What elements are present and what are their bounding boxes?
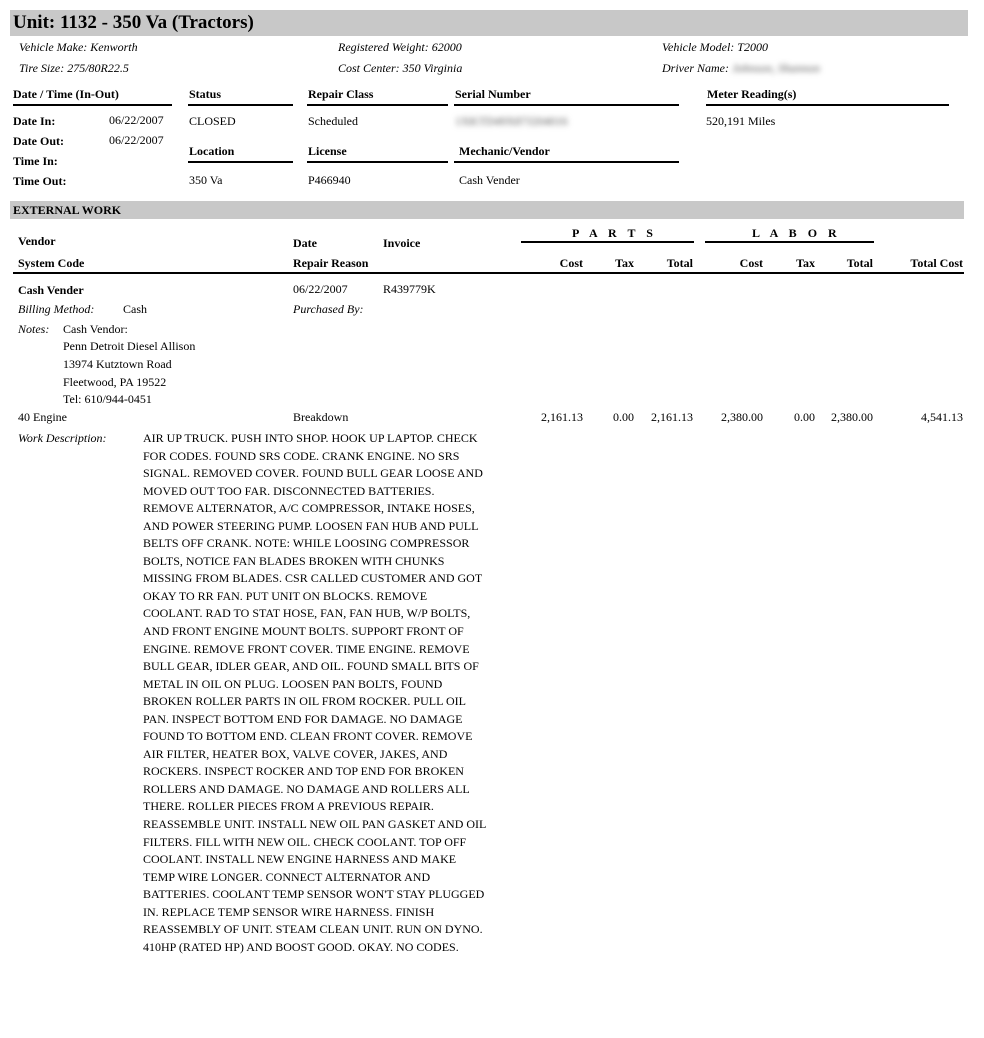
labor-total-col-header: Total bbox=[846, 256, 873, 270]
labor-cost-value: 2,380.00 bbox=[721, 410, 763, 424]
driver-name-label: Driver Name: bbox=[662, 61, 729, 75]
labor-tax-value: 0.00 bbox=[794, 410, 815, 424]
divider bbox=[188, 161, 293, 163]
notes-line: Cash Vendor: bbox=[63, 322, 128, 336]
work-date: 06/22/2007 bbox=[293, 282, 348, 296]
status-value: CLOSED bbox=[189, 114, 236, 128]
page-title: Unit: 1132 - 350 Va (Tractors) bbox=[13, 12, 254, 33]
parts-group-divider bbox=[521, 241, 694, 243]
system-code-col-header: System Code bbox=[18, 256, 85, 270]
parts-total-value: 2,161.13 bbox=[651, 410, 693, 424]
repair-class-value: Scheduled bbox=[308, 114, 358, 128]
date-time-header: Date / Time (In-Out) bbox=[13, 87, 119, 101]
date-out-value: 06/22/2007 bbox=[109, 133, 164, 147]
parts-cost-col-header: Cost bbox=[559, 256, 583, 270]
total-cost-col-header: Total Cost bbox=[910, 256, 963, 270]
time-in-label: Time In: bbox=[13, 154, 58, 168]
notes-line: 13974 Kutztown Road bbox=[63, 357, 172, 371]
mechanic-vendor-header: Mechanic/Vendor bbox=[459, 144, 550, 158]
date-out-label: Date Out: bbox=[13, 134, 64, 148]
total-cost-value: 4,541.13 bbox=[921, 410, 963, 424]
serial-number-value bbox=[455, 114, 568, 129]
divider bbox=[188, 104, 293, 106]
parts-tax-col-header: Tax bbox=[615, 256, 634, 270]
divider bbox=[307, 104, 448, 106]
vehicle-model: Vehicle Model: T2000 bbox=[662, 40, 768, 54]
work-description-label: Work Description: bbox=[18, 431, 107, 445]
invoice-number: R439779K bbox=[383, 282, 436, 296]
notes-label: Notes: bbox=[18, 322, 50, 336]
divider bbox=[454, 104, 679, 106]
labor-group-divider bbox=[705, 241, 874, 243]
system-code-value: 40 Engine bbox=[18, 410, 67, 424]
billing-method-value: Cash bbox=[123, 302, 147, 316]
notes-line: Tel: 610/944-0451 bbox=[63, 392, 152, 406]
parts-cost-value: 2,161.13 bbox=[541, 410, 583, 424]
parts-tax-value: 0.00 bbox=[613, 410, 634, 424]
tire-size: Tire Size: 275/80R22.5 bbox=[19, 61, 129, 75]
date-in-label: Date In: bbox=[13, 114, 56, 128]
repair-class-header: Repair Class bbox=[308, 87, 374, 101]
serial-number-redacted: 1XKTD49X87J204016 bbox=[455, 114, 568, 128]
driver-name-redacted: Johnson, Shannon bbox=[731, 61, 820, 75]
location-value: 350 Va bbox=[189, 173, 223, 187]
driver-name-row bbox=[662, 61, 820, 76]
repair-reason-col-header: Repair Reason bbox=[293, 256, 369, 270]
external-work-bar bbox=[10, 201, 964, 219]
work-description-text: AIR UP TRUCK. PUSH INTO SHOP. HOOK UP LAPTOP. CHECK FOR CODES. FOUND SRS CODE. CRANK ENGINE. NO SRS SIGNAL. REMOVED COVER. FOUND BULL GEAR LOOSE AND MOVED OUT TOO FAR. DISCONNECTED BATTERIES. REMOVE ALTERNATOR, A/C COMPRESSOR, INTAKE HOSES, AND POWER STEERING PUMP. LOOSEN FAN HUB AND PULL BELTS OFF CRANK. NOTE: WHILE LOOSING COMPRESSOR BOLTS, NOTICE FAN BLADES BROKEN WITH CHUNKS MISSING FROM BLADES. CSR CALLED CUSTOMER AND GOT OKAY TO RR FAN. PUT UNIT ON BLOCKS. REMOVE COOLANT. RAD TO STAT HOSE, FAN, FAN HUB, W/P BOLTS, AND FRONT ENGINE MOUNT BOLTS. SUPPORT FRONT OF ENGINE. REMOVE FRONT COVER. TIME ENGINE. REMOVE BULL GEAR, IDLER GEAR, AND OIL. FOUND SMALL BITS OF METAL IN OIL ON PLUG. LOOSEN PAN BOLTS, FOUND BROKEN ROLLER PARTS IN OIL FROM ROCKER. PULL OIL PAN. INSPECT BOTTOM END FOR DAMAGE. NO DAMAGE FOUND TO BOTTOM END. CLEAN FRONT COVER. REMOVE AIR FILTER, HEATER BOX, VALVE COVER, JAKES, AND ROCKERS. INSPECT ROCKER AND TOP END FOR BROKEN ROLLERS AND DAMAGE. NO DAMAGE AND ROLLERS ALL THERE. ROLLER PIECES FROM A PREVIOUS REPAIR. REASSEMBLE UNIT. INSTALL NEW OIL PAN GASKET AND OIL FILTERS. FILL WITH NEW OIL. CHECK COOLANT. TOP OFF COOLANT. INSTALL NEW ENGINE HARNESS AND MAKE TEMP WIRE LONGER. CONNECT ALTERNATOR AND BATTERIES. COOLANT TEMP SENSOR WON'T STAY PLUGGED IN. REPLACE TEMP SENSOR WIRE HARNESS. FINISH REASSEMBLY OF UNIT. STEAM CLEAN UNIT. RUN ON DYNO. 410HP (RATED HP) AND BOOST GOOD. OKAY. NO CODES. bbox=[143, 431, 486, 954]
mechanic-vendor-value: Cash Vender bbox=[459, 173, 520, 187]
vendor-col-header: Vendor bbox=[18, 234, 56, 248]
labor-cost-col-header: Cost bbox=[739, 256, 763, 270]
billing-method-label: Billing Method: bbox=[18, 302, 95, 316]
invoice-col-header: Invoice bbox=[383, 236, 421, 250]
labor-total-value: 2,380.00 bbox=[831, 410, 873, 424]
notes-line: Fleetwood, PA 19522 bbox=[63, 375, 167, 389]
location-header: Location bbox=[189, 144, 235, 158]
serial-number-header: Serial Number bbox=[455, 87, 531, 101]
divider bbox=[706, 104, 949, 106]
time-out-label: Time Out: bbox=[13, 174, 67, 188]
divider bbox=[13, 104, 172, 106]
external-work-title: EXTERNAL WORK bbox=[13, 203, 122, 217]
labor-group-header: L A B O R bbox=[752, 226, 841, 240]
columns-divider bbox=[13, 272, 964, 274]
registered-weight: Registered Weight: 62000 bbox=[338, 40, 462, 54]
meter-reading-value: 520,191 Miles bbox=[706, 114, 776, 128]
vendor-name: Cash Vender bbox=[18, 283, 84, 297]
purchased-by-label: Purchased By: bbox=[293, 302, 364, 316]
parts-total-col-header: Total bbox=[666, 256, 693, 270]
meter-reading-header: Meter Reading(s) bbox=[707, 87, 797, 101]
cost-center: Cost Center: 350 Virginia bbox=[338, 61, 463, 75]
license-value: P466940 bbox=[308, 173, 351, 187]
date-col-header: Date bbox=[293, 236, 317, 250]
status-header: Status bbox=[189, 87, 222, 101]
notes-line: Penn Detroit Diesel Allison bbox=[63, 339, 196, 353]
parts-group-header: P A R T S bbox=[572, 226, 657, 240]
license-header: License bbox=[308, 144, 347, 158]
divider bbox=[307, 161, 448, 163]
divider bbox=[454, 161, 679, 163]
labor-tax-col-header: Tax bbox=[796, 256, 815, 270]
date-in-value: 06/22/2007 bbox=[109, 113, 164, 127]
repair-reason-value: Breakdown bbox=[293, 410, 349, 424]
vehicle-make: Vehicle Make: Kenworth bbox=[19, 40, 138, 54]
